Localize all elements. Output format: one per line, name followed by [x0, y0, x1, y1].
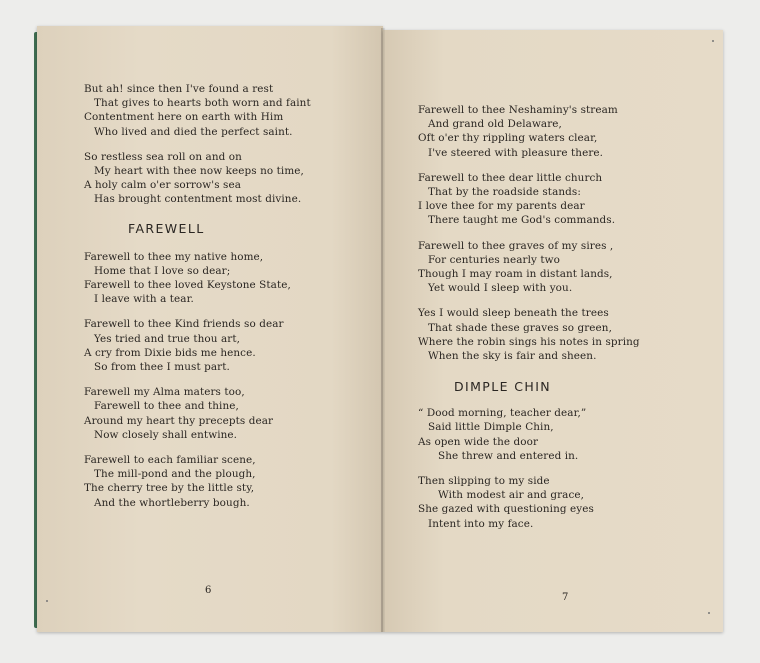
verse-line: Intent into my face.	[428, 517, 534, 530]
verse-line: I've steered with pleasure there.	[428, 146, 604, 159]
page-number-right: 7	[562, 592, 569, 603]
verse-line: Though I may roam in distant lands,	[418, 268, 613, 281]
verse-line: And grand old Delaware,	[428, 118, 562, 131]
verse-line: For centuries nearly two	[428, 253, 560, 266]
stanza	[418, 306, 668, 363]
verse-line: Has brought contentment most divine.	[94, 193, 302, 206]
verse-line: Farewell to thee Neshaminy's stream	[418, 104, 618, 116]
verse-line: The cherry tree by the little sty,	[84, 482, 255, 495]
verse-line: With modest air and grace,	[438, 489, 585, 502]
stanza	[84, 317, 324, 374]
verse-line: Farewell my Alma maters too,	[84, 386, 245, 399]
page-gutter	[381, 28, 385, 632]
right-page-text	[418, 103, 668, 542]
verse-line: I leave with a tear.	[94, 293, 194, 306]
verse-line: Farewell to thee my native home,	[84, 250, 264, 263]
verse-line: “ Dood morning, teacher dear,”	[418, 407, 587, 420]
verse-line: Yet would I sleep with you.	[428, 282, 573, 295]
stanza	[418, 171, 668, 228]
verse-line: Who lived and died the perfect saint.	[94, 125, 293, 138]
verse-line: Yes I would sleep beneath the trees	[418, 307, 609, 320]
verse-line: Now closely shall entwine.	[94, 428, 238, 441]
poem-farewell-continued	[418, 103, 668, 363]
verse-line: Farewell to thee graves of my sires ,	[418, 239, 614, 252]
verse-line: A cry from Dixie bids me hence.	[84, 346, 256, 359]
paper-speck	[46, 600, 48, 602]
stanza	[418, 406, 668, 463]
verse-line: Then slipping to my side	[418, 475, 550, 488]
verse-line: As open wide the door	[418, 435, 539, 448]
stanza	[84, 82, 324, 139]
verse-line: A holy calm o'er sorrow's sea	[84, 179, 242, 192]
verse-line: So from thee I must part.	[94, 361, 230, 374]
verse-line: Farewell to thee and thine,	[94, 400, 239, 413]
verse-line: That gives to hearts both worn and faint	[94, 97, 311, 110]
verse-line: That by the roadside stands:	[428, 186, 581, 199]
verse-line: The mill-pond and the plough,	[94, 468, 256, 481]
verse-line: I love thee for my parents dear	[418, 200, 585, 213]
stanza	[84, 150, 324, 207]
stanza	[418, 103, 668, 160]
verse-line: Farewell to thee dear little church	[418, 171, 603, 184]
stanza	[84, 250, 324, 307]
verse-line: Contentment here on earth with Him	[84, 111, 284, 124]
verse-line: Farewell to thee Kind friends so dear	[84, 318, 284, 331]
verse-line: She gazed with questioning eyes	[418, 503, 594, 516]
verse-line: That shade these graves so green,	[428, 321, 612, 334]
stanza	[418, 239, 668, 296]
poem-dimple-chin	[418, 406, 668, 531]
verse-line: So restless sea roll on and on	[84, 150, 242, 163]
verse-line: When the sky is fair and sheen.	[428, 350, 597, 363]
paper-speck	[712, 40, 714, 42]
verse-line: There taught me God's commands.	[428, 214, 616, 227]
poem-farewell	[84, 250, 324, 510]
verse-line: Home that I love so dear;	[94, 264, 231, 277]
verse-line: And the whortleberry bough.	[94, 496, 250, 509]
poem-continuation	[84, 82, 324, 207]
poem-title-dimple-chin: DIMPLE CHIN	[454, 379, 552, 395]
stanza	[418, 474, 668, 531]
poem-title-farewell: FAREWELL	[128, 220, 205, 236]
verse-line: My heart with thee now keeps no time,	[94, 165, 304, 178]
verse-line: Farewell to thee loved Keystone State,	[84, 279, 291, 292]
verse-line: Said little Dimple Chin,	[428, 421, 554, 434]
stanza	[84, 385, 324, 442]
paper-speck	[708, 612, 710, 614]
page-number-left: 6	[205, 585, 212, 596]
verse-line: Oft o'er thy rippling waters clear,	[418, 132, 598, 145]
verse-line: Around my heart thy precepts dear	[84, 414, 274, 427]
verse-line: But ah! since then I've found a rest	[84, 83, 274, 95]
verse-line: Where the robin sings his notes in spring	[418, 335, 640, 348]
verse-line: Yes tried and true thou art,	[94, 332, 240, 345]
stanza	[84, 453, 324, 510]
verse-line: She threw and entered in.	[438, 449, 579, 462]
verse-line: Farewell to each familiar scene,	[84, 454, 256, 467]
left-page-text	[84, 82, 324, 521]
